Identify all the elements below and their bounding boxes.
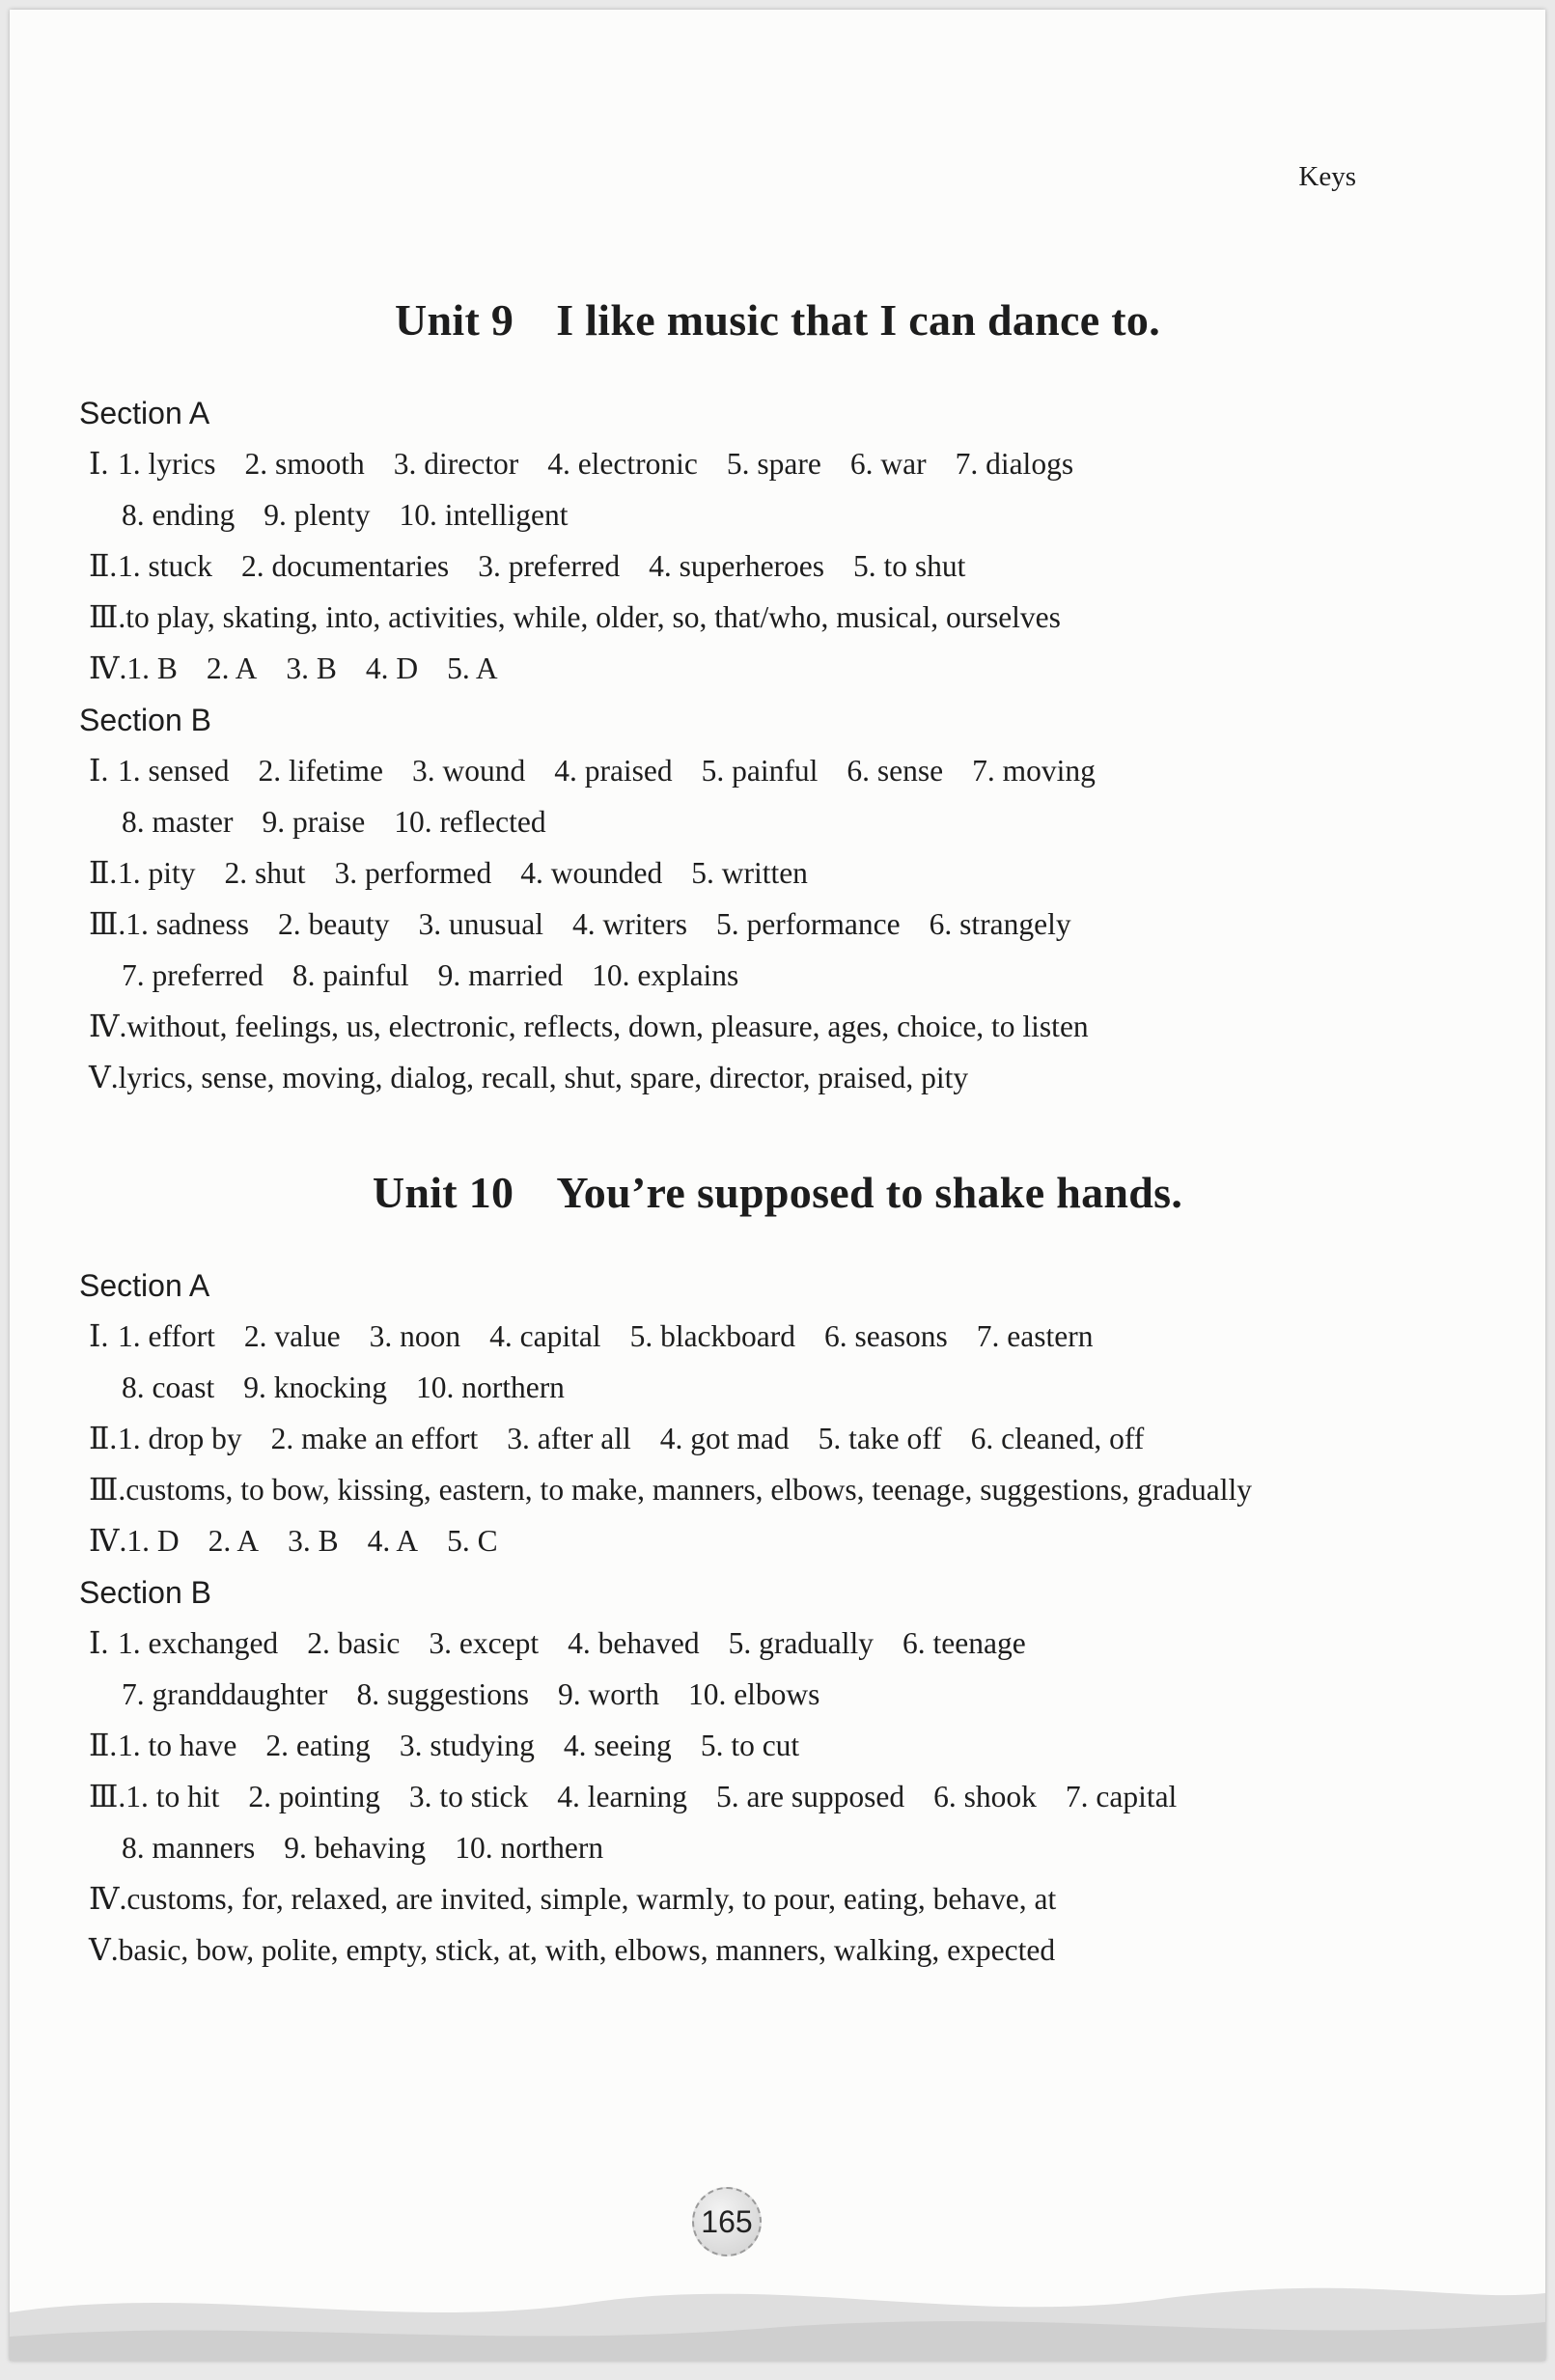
- answer-item: 7. dialogs: [955, 447, 1074, 481]
- exercise-numeral: Ⅳ.: [89, 1882, 127, 1916]
- answer-item: 4. got mad: [659, 1422, 790, 1455]
- answer-item: 4. electronic: [547, 447, 698, 481]
- answer-item: 7. granddaughter: [122, 1677, 328, 1711]
- answer-item: 1. sensed: [118, 754, 230, 788]
- answer-line: [89, 1061, 968, 1095]
- answer-item: without, feelings, us, electronic, reflects, down, pleasure, ages, choice, to listen: [126, 1010, 1089, 1043]
- answer-item: 2. beauty: [278, 907, 390, 941]
- answer-item: 9. praise: [262, 805, 366, 839]
- answer-item: 5. blackboard: [629, 1319, 795, 1353]
- answer-item: 2. make an effort: [270, 1422, 479, 1455]
- answer-item: 1. exchanged: [118, 1626, 279, 1660]
- answer-item: 6. sense: [847, 754, 944, 788]
- answer-item: 1. to hit: [125, 1780, 220, 1813]
- answer-item: 3. B: [286, 651, 337, 685]
- answer-item: 10. intelligent: [399, 498, 569, 532]
- exercise-numeral: Ⅱ.: [89, 1729, 118, 1762]
- answer-item: 5. painful: [701, 754, 819, 788]
- answer-item: 8. coast: [122, 1370, 215, 1404]
- answer-item: 3. director: [393, 447, 519, 481]
- footer-wave-decoration: [10, 2245, 1545, 2361]
- answer-item: 5. performance: [715, 907, 901, 941]
- answer-item: 5. spare: [726, 447, 821, 481]
- exercise-numeral: Ⅳ.: [89, 1010, 127, 1043]
- answer-item: 4. seeing: [563, 1729, 672, 1762]
- answer-item: 4. praised: [554, 754, 673, 788]
- answer-item: 7. eastern: [976, 1319, 1094, 1353]
- exercise-numeral: Ⅲ.: [89, 1473, 126, 1507]
- exercise-numeral: Ⅴ.: [89, 1933, 119, 1967]
- page-number: 165: [692, 2187, 762, 2256]
- exercise-numeral: Ⅰ.: [89, 1626, 109, 1660]
- answer-item: 4. D: [365, 651, 419, 685]
- answer-item: 4. learning: [557, 1780, 688, 1813]
- answer-line: [89, 754, 1096, 789]
- answer-item: 10. reflected: [394, 805, 546, 839]
- answer-item: 2. basic: [307, 1626, 401, 1660]
- answer-item: lyrics, sense, moving, dialog, recall, shut, spare, director, praised, pity: [118, 1061, 969, 1094]
- answer-line: [89, 1473, 1252, 1508]
- unit-title: [10, 1167, 1545, 1218]
- answer-item: 9. married: [437, 958, 564, 992]
- answer-item: 5. take off: [818, 1422, 942, 1455]
- exercise-numeral: Ⅰ.: [89, 754, 109, 788]
- answer-line: [89, 856, 808, 891]
- section-heading: Section B: [79, 1575, 211, 1610]
- answer-line: [89, 1319, 1093, 1354]
- answer-item: 5. to cut: [700, 1729, 800, 1762]
- answer-line: [89, 1780, 1177, 1814]
- exercise-numeral: Ⅱ.: [89, 1422, 118, 1455]
- answer-item: 6. war: [849, 447, 927, 481]
- answer-item: 4. wounded: [520, 856, 663, 890]
- answer-item: 10. northern: [455, 1831, 604, 1865]
- answer-item: 2. value: [243, 1319, 341, 1353]
- unit-title-text: I like music that I can dance to.: [556, 295, 1160, 345]
- answer-item: 2. A: [208, 1524, 260, 1558]
- answer-line: [89, 1626, 1026, 1661]
- answer-item: to play, skating, into, activities, while, older, so, that/who, musical, ourselves: [125, 600, 1061, 634]
- answer-item: 1. to have: [118, 1729, 237, 1762]
- answer-item: 3. except: [429, 1626, 540, 1660]
- exercise-numeral: Ⅲ.: [89, 907, 126, 941]
- section-heading: Section A: [79, 1268, 210, 1303]
- answer-item: 2. smooth: [244, 447, 365, 481]
- exercise-numeral: Ⅱ.: [89, 549, 118, 583]
- answer-line: [89, 549, 965, 584]
- answer-item: 7. preferred: [122, 958, 264, 992]
- page-header: Keys: [1298, 161, 1356, 192]
- exercise-numeral: Ⅱ.: [89, 856, 118, 890]
- answer-line: [122, 1677, 819, 1712]
- unit-title-text: You’re supposed to shake hands.: [556, 1168, 1183, 1217]
- section-heading: Section B: [79, 703, 211, 737]
- answer-item: 5. A: [447, 651, 498, 685]
- answer-line: [122, 1370, 565, 1405]
- answer-item: 1. pity: [118, 856, 196, 890]
- answer-item: 2. documentaries: [241, 549, 450, 583]
- answer-item: basic, bow, polite, empty, stick, at, with, elbows, manners, walking, expected: [118, 1933, 1056, 1967]
- answer-item: 1. lyrics: [118, 447, 216, 481]
- answer-item: 6. seasons: [824, 1319, 948, 1353]
- answer-item: 2. shut: [224, 856, 306, 890]
- answer-line: [89, 600, 1061, 635]
- answer-item: 1. stuck: [118, 549, 212, 583]
- answer-item: 6. cleaned, off: [970, 1422, 1145, 1455]
- answer-key-page: [10, 10, 1545, 2361]
- answer-item: 7. moving: [972, 754, 1096, 788]
- answer-item: customs, for, relaxed, are invited, simple, warmly, to pour, eating, behave, at: [126, 1882, 1057, 1916]
- answer-item: 1. drop by: [118, 1422, 242, 1455]
- answer-item: 1. effort: [118, 1319, 215, 1353]
- answer-item: 4. behaved: [568, 1626, 700, 1660]
- answer-line: [122, 805, 546, 840]
- answer-item: 3. noon: [369, 1319, 461, 1353]
- answer-item: 5. written: [691, 856, 808, 890]
- answer-item: 3. unusual: [418, 907, 543, 941]
- answer-item: 4. capital: [489, 1319, 601, 1353]
- exercise-numeral: Ⅳ.: [89, 1524, 127, 1558]
- answer-line: [89, 447, 1073, 482]
- answer-item: 5. gradually: [728, 1626, 875, 1660]
- answer-line: [89, 1729, 799, 1763]
- answer-item: 3. B: [288, 1524, 339, 1558]
- answer-line: [89, 1422, 1144, 1456]
- answer-item: 3. to stick: [408, 1780, 529, 1813]
- answer-item: 4. A: [367, 1524, 419, 1558]
- answer-item: 10. northern: [415, 1370, 565, 1404]
- section-heading: Section A: [79, 396, 210, 430]
- answer-item: 9. worth: [557, 1677, 659, 1711]
- exercise-numeral: Ⅲ.: [89, 600, 126, 634]
- answer-line: [89, 1882, 1056, 1917]
- answer-line: [89, 1933, 1055, 1968]
- answer-item: 3. preferred: [478, 549, 621, 583]
- answer-item: 2. pointing: [248, 1780, 380, 1813]
- answer-line: [122, 958, 738, 993]
- exercise-numeral: Ⅴ.: [89, 1061, 119, 1094]
- answer-item: 5. C: [447, 1524, 498, 1558]
- answer-line: [89, 1010, 1089, 1044]
- answer-item: 2. eating: [265, 1729, 371, 1762]
- answer-item: 3. performed: [334, 856, 492, 890]
- answer-item: 1. D: [126, 1524, 180, 1558]
- answer-item: 2. lifetime: [258, 754, 383, 788]
- unit-number: Unit 10: [372, 1168, 514, 1217]
- unit-number: Unit 9: [394, 295, 514, 345]
- answer-item: 8. ending: [122, 498, 236, 532]
- answer-item: customs, to bow, kissing, eastern, to make, manners, elbows, teenage, suggestions, gradually: [125, 1473, 1252, 1507]
- exercise-numeral: Ⅰ.: [89, 1319, 109, 1353]
- answer-item: 1. B: [126, 651, 178, 685]
- answer-item: 10. elbows: [687, 1677, 820, 1711]
- answer-item: 8. suggestions: [356, 1677, 529, 1711]
- answer-item: 6. shook: [933, 1780, 1037, 1813]
- answer-item: 7. capital: [1065, 1780, 1178, 1813]
- answer-item: 3. studying: [399, 1729, 535, 1762]
- answer-item: 4. superheroes: [649, 549, 825, 583]
- answer-item: 3. after all: [507, 1422, 631, 1455]
- answer-item: 3. wound: [411, 754, 526, 788]
- answer-item: 1. sadness: [125, 907, 250, 941]
- answer-item: 2. A: [206, 651, 258, 685]
- answer-item: 8. painful: [292, 958, 409, 992]
- exercise-numeral: Ⅳ.: [89, 651, 127, 685]
- answer-line: [122, 1831, 603, 1866]
- unit-title: [10, 294, 1545, 346]
- exercise-numeral: Ⅰ.: [89, 447, 109, 481]
- answer-line: [89, 651, 498, 686]
- answer-item: 6. strangely: [929, 907, 1071, 941]
- answer-item: 5. are supposed: [716, 1780, 905, 1813]
- answer-item: 8. master: [122, 805, 234, 839]
- answer-item: 9. knocking: [243, 1370, 387, 1404]
- answer-line: [89, 907, 1071, 942]
- exercise-numeral: Ⅲ.: [89, 1780, 126, 1813]
- answer-item: 8. manners: [122, 1831, 256, 1865]
- answer-line: [122, 498, 568, 533]
- answer-item: 9. behaving: [284, 1831, 427, 1865]
- answer-item: 5. to shut: [853, 549, 966, 583]
- answer-item: 6. teenage: [902, 1626, 1026, 1660]
- answer-item: 10. explains: [592, 958, 739, 992]
- answer-item: 4. writers: [571, 907, 687, 941]
- answer-line: [89, 1524, 498, 1559]
- answer-item: 9. plenty: [264, 498, 371, 532]
